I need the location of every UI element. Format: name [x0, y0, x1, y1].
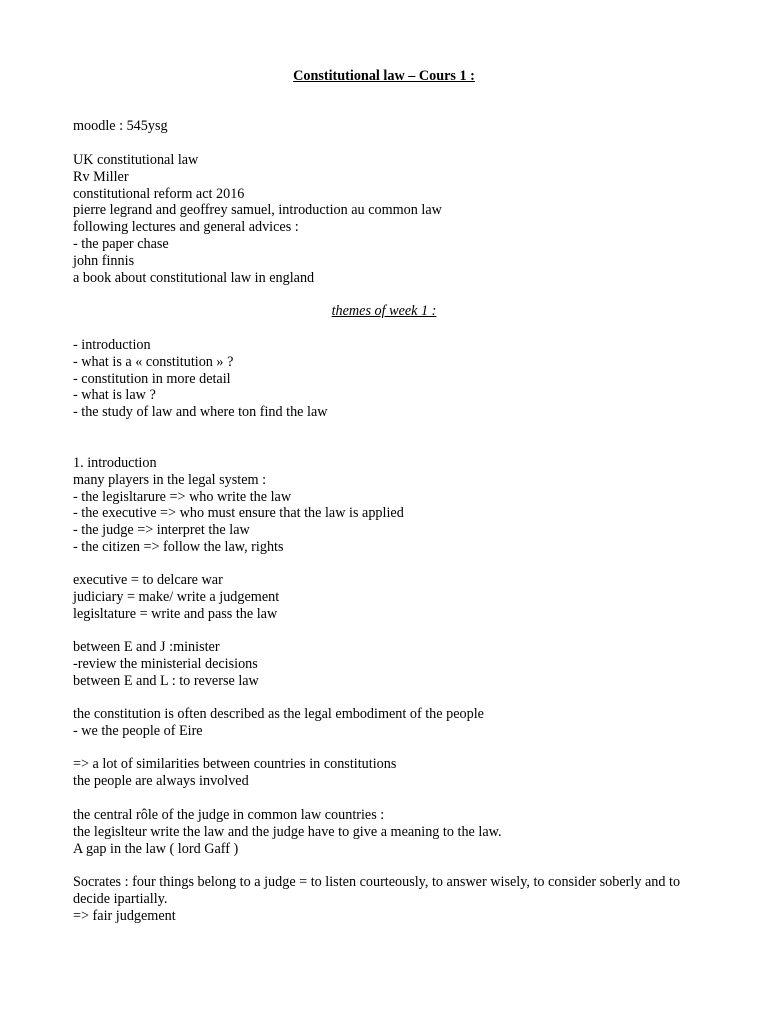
- intro-line: - the legisltarure => who write the law: [73, 488, 292, 505]
- reference-line: Rv Miller: [73, 168, 129, 185]
- theme-item: - the study of law and where ton find the law: [73, 404, 328, 421]
- between-line: between E and L : to reverse law: [73, 672, 259, 689]
- judge-role-line: A gap in the law ( lord Gaff ): [73, 840, 239, 857]
- socrates-line: => fair judgement: [73, 907, 176, 924]
- between-line: between E and J :minister: [73, 639, 220, 655]
- theme-item: - what is a « constitution » ?: [73, 353, 234, 370]
- judge-role-line: the central rôle of the judge in common law countries :: [73, 807, 385, 823]
- theme-item: - introduction: [73, 337, 151, 353]
- references-list: [73, 152, 713, 286]
- between-section: [73, 639, 713, 689]
- introduction-section: [73, 455, 713, 556]
- reference-line: - the paper chase: [73, 235, 169, 252]
- themes-heading: themes of week 1 :: [331, 303, 437, 319]
- powers-line: legisltature = write and pass the law: [73, 605, 278, 622]
- reference-line: UK constitutional law: [73, 152, 199, 168]
- reference-line: pierre legrand and geoffrey samuel, introduction au common law: [73, 202, 442, 219]
- similarities-line: => a lot of similarities between countries in constitutions: [73, 756, 397, 772]
- socrates-line: Socrates : four things belong to a judge = to listen courteously, to answer wisely, to consider soberly and to decide ipartially.: [73, 874, 681, 907]
- embodiment-section: [73, 706, 713, 740]
- embodiment-line: - we the people of Eire: [73, 722, 203, 739]
- similarities-line: the people are always involved: [73, 772, 249, 789]
- reference-line: following lectures and general advices :: [73, 219, 299, 236]
- intro-line: - the judge => interpret the law: [73, 522, 250, 539]
- theme-item: - constitution in more detail: [73, 370, 231, 387]
- moodle-code: moodle : 545ysg: [73, 118, 168, 134]
- theme-item: - what is law ?: [73, 387, 156, 404]
- powers-line: judiciary = make/ write a judgement: [73, 588, 280, 605]
- moodle-line-block: [73, 118, 713, 135]
- embodiment-line: the constitution is often described as the legal embodiment of the people: [73, 706, 484, 722]
- reference-line: constitutional reform act 2016: [73, 185, 245, 202]
- themes-list: [73, 337, 713, 421]
- reference-line: a book about constitutional law in england: [73, 269, 315, 286]
- document-title: Constitutional law – Cours 1 :: [293, 68, 475, 84]
- socrates-section: [73, 874, 703, 924]
- powers-line: executive = to delcare war: [73, 572, 223, 588]
- judge-role-line: the legislteur write the law and the judge have to give a meaning to the law.: [73, 823, 502, 840]
- section-heading: 1. introduction: [73, 455, 157, 471]
- powers-section: [73, 572, 713, 622]
- between-line: -review the ministerial decisions: [73, 655, 258, 672]
- judge-role-section: [73, 807, 713, 857]
- intro-line: - the executive => who must ensure that the law is applied: [73, 505, 404, 522]
- intro-line: many players in the legal system :: [73, 471, 267, 488]
- intro-line: - the citizen => follow the law, rights: [73, 538, 284, 555]
- reference-line: john finnis: [73, 252, 135, 269]
- similarities-section: [73, 756, 713, 790]
